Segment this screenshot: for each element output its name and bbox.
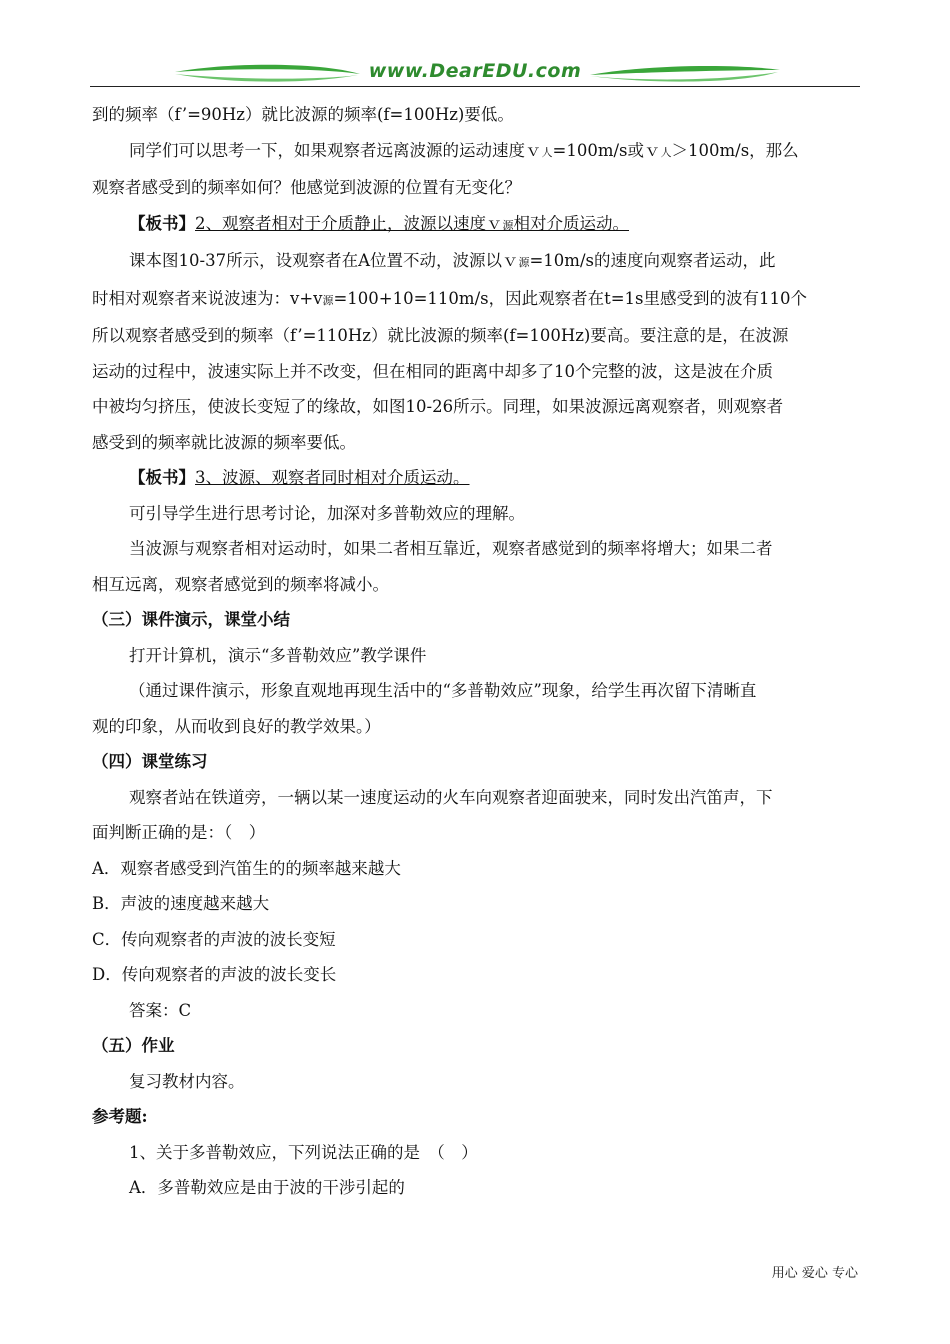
text-line: 相互远离，观察者感觉到的频率将减小。 <box>92 574 389 594</box>
board-note: 【板书】2、观察者相对于介质静止，波源以速度ｖ源相对介质运动。 <box>129 213 629 233</box>
text-line: 复习教材内容。 <box>129 1071 245 1091</box>
text-line: 运动的过程中，波速实际上并不改变，但在相同的距离中却多了10个完整的波，这是波在介质 <box>92 361 773 381</box>
text-line: 面判断正确的是：（ ） <box>92 823 266 842</box>
document-body <box>92 97 862 1206</box>
text-line: 打开计算机，演示“多普勒效应”教学课件 <box>129 645 427 665</box>
section-heading: （四）课堂练习 <box>92 752 208 771</box>
header-rule <box>90 86 860 87</box>
page-header <box>90 58 860 92</box>
text-line: 所以观察者感受到的频率（f’=110Hz）就比波源的频率(f=100Hz)要高。要注意的是，在波源 <box>92 326 789 345</box>
option-c: C．传向观察者的声波的波长变短 <box>92 929 336 949</box>
option-a: A．观察者感受到汽笛生的的频率越来越大 <box>92 858 401 878</box>
page-footer: 用心 爱心 专心 <box>771 1266 858 1281</box>
text-line: 中被均匀挤压，使波长变短了的缘故，如图10-26所示。同理，如果波源远离观察者，则观察者 <box>92 397 784 416</box>
section-heading: （三）课件演示，课堂小结 <box>92 610 290 629</box>
text-line: 观察者站在铁道旁，一辆以某一速度运动的火车向观察者迎面驶来，同时发出汽笛声，下 <box>129 787 773 807</box>
option-b: B．声波的速度越来越大 <box>92 894 270 913</box>
section-heading: （五）作业 <box>92 1036 175 1055</box>
text-line: 同学们可以思考一下，如果观察者远离波源的运动速度ｖ人=100m/s或ｖ人＞100m/s，那么 <box>129 140 799 160</box>
option-d: D．传向观察者的声波的波长变长 <box>92 965 337 984</box>
text-line: 观察者感受到的频率如何？他感觉到波源的位置有无变化？ <box>92 178 521 197</box>
text-line: 当波源与观察者相对运动时，如果二者相互靠近，观察者感觉到的频率将增大；如果二者 <box>129 539 773 558</box>
text-line: 到的频率（f’=90Hz）就比波源的频率(f=100Hz)要低。 <box>92 105 514 124</box>
board-note: 【板书】3、波源、观察者同时相对介质运动。 <box>129 468 470 487</box>
question: 1、关于多普勒效应，下列说法正确的是 （ ） <box>129 1142 478 1162</box>
text-line: （通过课件演示，形象直观地再现生活中的“多普勒效应”现象，给学生再次留下清晰直 <box>129 681 757 700</box>
text-line: 感受到的频率就比波源的频率要低。 <box>92 432 356 452</box>
section-heading: 参考题: <box>92 1107 148 1126</box>
answer: 答案：C <box>129 1000 192 1020</box>
site-name: www.DearEDU.com <box>368 60 582 82</box>
option-a: A．多普勒效应是由于波的干涉引起的 <box>129 1178 405 1197</box>
text-line: 课本图10-37所示，设观察者在A位置不动，波源以ｖ源=10m/s的速度向观察者运动，此 <box>129 251 776 270</box>
text-line: 时相对观察者来说波速为：v+v源=100+10=110m/s，因此观察者在t=1s里感受到的波有110个 <box>92 288 808 308</box>
text-line: 观的印象，从而收到良好的教学效果。） <box>92 716 381 736</box>
text-line: 可引导学生进行思考讨论，加深对多普勒效应的理解。 <box>129 503 525 523</box>
